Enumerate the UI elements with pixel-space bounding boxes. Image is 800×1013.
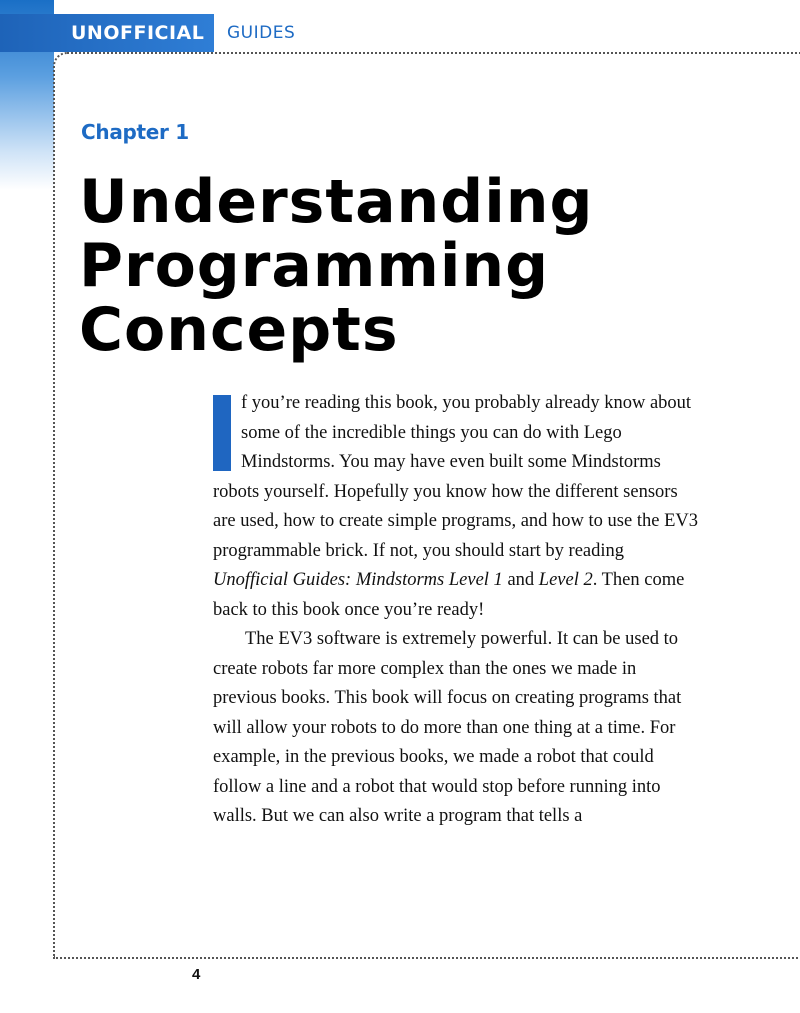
series-name-strong: UNOFFICIAL xyxy=(0,14,214,52)
chapter-title xyxy=(79,167,594,365)
book-title: Level 2 xyxy=(538,570,593,590)
book-title: Unofficial Guides: Mindstorms Level 1 xyxy=(213,570,503,590)
series-name-light: GUIDES xyxy=(227,23,296,43)
paragraph-1-and: and xyxy=(502,570,539,590)
drop-cap-bar xyxy=(213,395,231,471)
paragraph-2: The EV3 software is extremely powerful. It can be used to create robots far more complex than the ones we made in previous books. This book will focus on creating programs that will allow your robots to do more than one thing at a time. For example, in the previous books, we made a robot that could follow a line and a robot that would stop before running into walls. But we can also write a program that tells a xyxy=(213,629,682,826)
paragraph-1 xyxy=(213,389,703,625)
chapter-title-line: Programming xyxy=(79,231,550,301)
body-text xyxy=(213,389,703,832)
paragraph-1-end: . Then come back to this book once you’re ready! xyxy=(213,570,685,620)
chapter-label: Chapter 1 xyxy=(81,120,189,144)
chapter-title-line: Concepts xyxy=(79,295,399,365)
page-number: 4 xyxy=(192,966,201,983)
chapter-title-line: Understanding xyxy=(79,167,594,237)
paragraph-1-text: f you’re reading this book, you probably already know about some of the incredible things you can do with Lego Mindstorms. You may have even built some Mindstorms robots yourself. Hopefully you know how the different sensors are used, how to create simple programs, and how to use the EV3 programmable brick. If not, you should start by reading xyxy=(213,393,698,561)
